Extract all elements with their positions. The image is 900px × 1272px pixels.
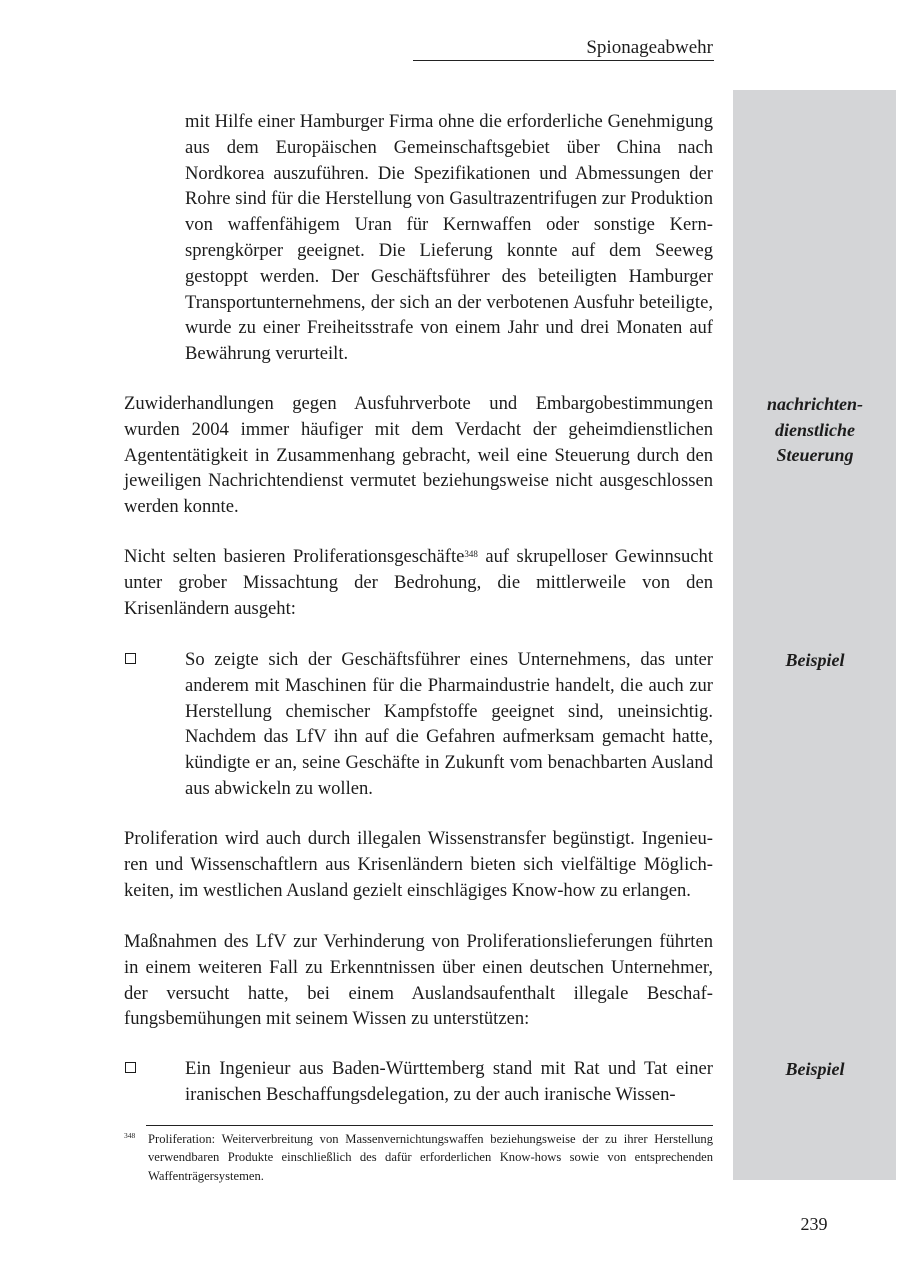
footnote-rule: [146, 1125, 713, 1126]
header-rule: [413, 60, 714, 61]
paragraph-lfv-measures: Maßnahmen des LfV zur Verhinderung von Proliferationslieferungen führten in einem weiteren Fall zu Erkenntnissen über einen deutschen Unternehmer, der versucht hatte, bei einem Auslandsaufenthalt illegale Beschaffungsbemühungen mit seinem Wissen zu unterstützen:: [124, 931, 713, 1030]
side-note-steuerung: [740, 392, 890, 469]
side-note-steuerung-line-2: dienstliche: [775, 419, 855, 440]
side-note-steuerung-line-1: nachrichten-: [766, 394, 863, 414]
footnote-text: Proliferation: Weiterverbreitung von Massenvernichtungswaffen beziehungsweise der zu ihrer Herstellung verwendbaren Produkte einschließlich des dafür erforderlichen Know-hows sowie von entsprechenden Waffenträgersystemen.: [148, 1132, 713, 1183]
paragraph-example-engineer: Ein Ingenieur aus Baden-Württemberg stand mit Rat und Tat einer iranischen Beschaffungsdelegation, zu der auch iranische Wissen-: [185, 1058, 713, 1105]
paragraph-proliferation-profit: [124, 544, 713, 621]
checkbox-bullet-icon: [125, 1062, 136, 1073]
checkbox-bullet-icon: [125, 653, 136, 664]
paragraph-export-case: mit Hilfe einer Hamburger Firma ohne die erforderliche Genehmigung aus dem Europäischen Gemeinschaftsgebiet über China nach Nordkorea auszuführen. Die Spezifikationen und Abmessungen der Rohre sind für die Herstellung von Gasultrazentrifugen zur Produktion von waffenfähigem Uran für Kernwaffen oder sonstige Kernsprengkörper geeignet. Die Lieferung konnte auf dem Seeweg gestoppt werden. Der Geschäftsführer des beteiligten Hamburger Transportunternehmens, der sich an der verbotenen Ausfuhr beteiligte, wurde zu einer Freiheitsstrafe von einem Jahr und drei Monaten auf Bewährung verurteilt.: [185, 111, 713, 365]
paragraph-knowledge-transfer: Proliferation wird auch durch illegalen Wissenstransfer begünstigt. Ingenieuren und Wissenschaftlern aus Krisenländern bieten sich vielfältige Möglichkeiten, im westlichen Ausland gezielt einschlägiges Know-how zu erlangen.: [124, 828, 713, 901]
paragraph-proliferation-profit-end: auf skrupelloser Gewinnsucht unter grober Missachtung der Bedrohung, die mittlerweile von den Krisenländern ausgeht:: [124, 546, 714, 619]
paragraph-proliferation-profit-start: Nicht selten basieren Proliferationsgeschäfte: [124, 546, 465, 567]
margin-sidebar: [733, 90, 896, 1180]
page-number: 239: [800, 1214, 828, 1234]
side-note-steuerung-line-3: Steuerung: [776, 445, 854, 465]
paragraph-example-pharma: So zeigte sich der Geschäftsführer eines Unternehmens, das unter anderem mit Maschinen für die Pharmaindustrie handelt, die auch zur Herstellung chemischer Kampfstoffe geeignet sind, uneinsichtig. Nachdem das LfV ihn auf die Gefahren aufmerksam gemacht hatte, kündigte er an, seine Geschäfte in Zukunft vom benachbarten Ausland aus abwickeln zu wollen.: [185, 649, 713, 799]
footnote-reference: 348: [464, 549, 478, 559]
side-note-beispiel-2: Beispiel: [785, 1059, 845, 1079]
side-note-beispiel-1: Beispiel: [785, 650, 845, 670]
running-header: Spionageabwehr: [586, 37, 713, 58]
paragraph-violations: Zuwiderhandlungen gegen Ausfuhrverbote und Embargobestimmungen wurden 2004 immer häufiger mit dem Verdacht der geheimdienstlichen Agententätigkeit in Zusammenhang gebracht, weil eine Steuerung durch den jeweiligen Nachrichtendienst vermutet beziehungsweise nicht ausgeschlossen werden konnte.: [124, 393, 713, 518]
footnote-number: 348: [124, 1131, 136, 1140]
